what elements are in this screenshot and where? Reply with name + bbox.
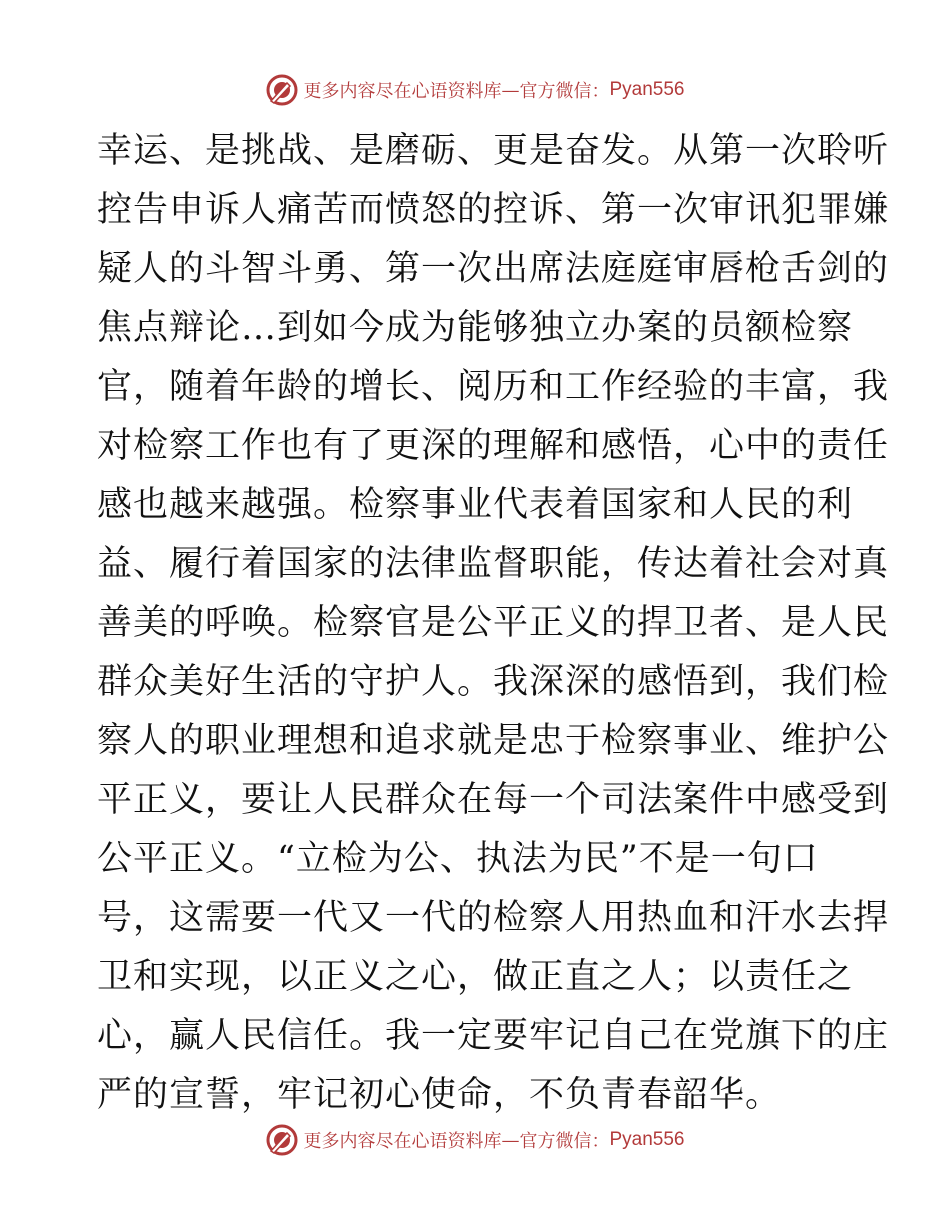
text-line: 善美的呼唤。检察官是公平正义的捍卫者、是人民: [97, 603, 890, 643]
text-line: 察人的职业理想和追求就是忠于检察事业、维护公: [97, 721, 890, 761]
text-line: 平正义，要让人民群众在每一个司法案件中感受到: [97, 780, 890, 820]
document-body: [97, 122, 890, 1125]
watermark-separator: —: [501, 1129, 520, 1151]
text-line: 控告申诉人痛苦而愤怒的控诉、第一次审讯犯罪嫌: [97, 190, 890, 230]
text-line: 公平正义。“立检为公、执法为民”不是一句口: [97, 839, 819, 879]
text-line: 群众美好生活的守护人。我深深的感悟到，我们检: [97, 662, 890, 702]
text-line: 益、履行着国家的法律监督职能，传达着社会对真: [97, 544, 890, 584]
text-line: 感也越来越强。检察事业代表着国家和人民的利: [97, 485, 854, 525]
text-line: 官，随着年龄的增长、阅历和工作经验的丰富，我: [97, 367, 890, 407]
text-line: 卫和实现，以正义之心，做正直之人；以责任之: [97, 957, 854, 997]
text-line: 幸运、是挑战、是磨砺、更是奋发。从第一次聆听: [97, 131, 890, 171]
text-line: 严的宣誓，牢记初心使命，不负青春韶华。: [97, 1075, 782, 1115]
header-watermark: [0, 72, 950, 108]
text-line: 焦点辩论…到如今成为能够独立办案的员额检察: [97, 308, 854, 348]
text-line: 号，这需要一代又一代的检察人用热血和汗水去捍: [97, 898, 890, 938]
watermark-wechat-id: Pyan556: [609, 1129, 685, 1150]
text-line: 对检察工作也有了更深的理解和感悟，心中的责任: [97, 426, 890, 466]
pen-logo-icon: [265, 1123, 299, 1157]
watermark-text: 更多内容尽在心语资料库: [303, 1131, 502, 1152]
watermark-wechat-label: 官方微信：: [519, 1131, 610, 1152]
watermark-text: 更多内容尽在心语资料库: [303, 81, 502, 102]
footer-watermark: [0, 1122, 950, 1158]
watermark-separator: —: [501, 79, 520, 101]
pen-logo-icon: [265, 73, 299, 107]
watermark-wechat-id: Pyan556: [609, 79, 685, 100]
text-line: 心，赢人民信任。我一定要牢记自己在党旗下的庄: [97, 1016, 890, 1056]
watermark-wechat-label: 官方微信：: [519, 81, 610, 102]
text-line: 疑人的斗智斗勇、第一次出席法庭庭审唇枪舌剑的: [97, 249, 890, 289]
